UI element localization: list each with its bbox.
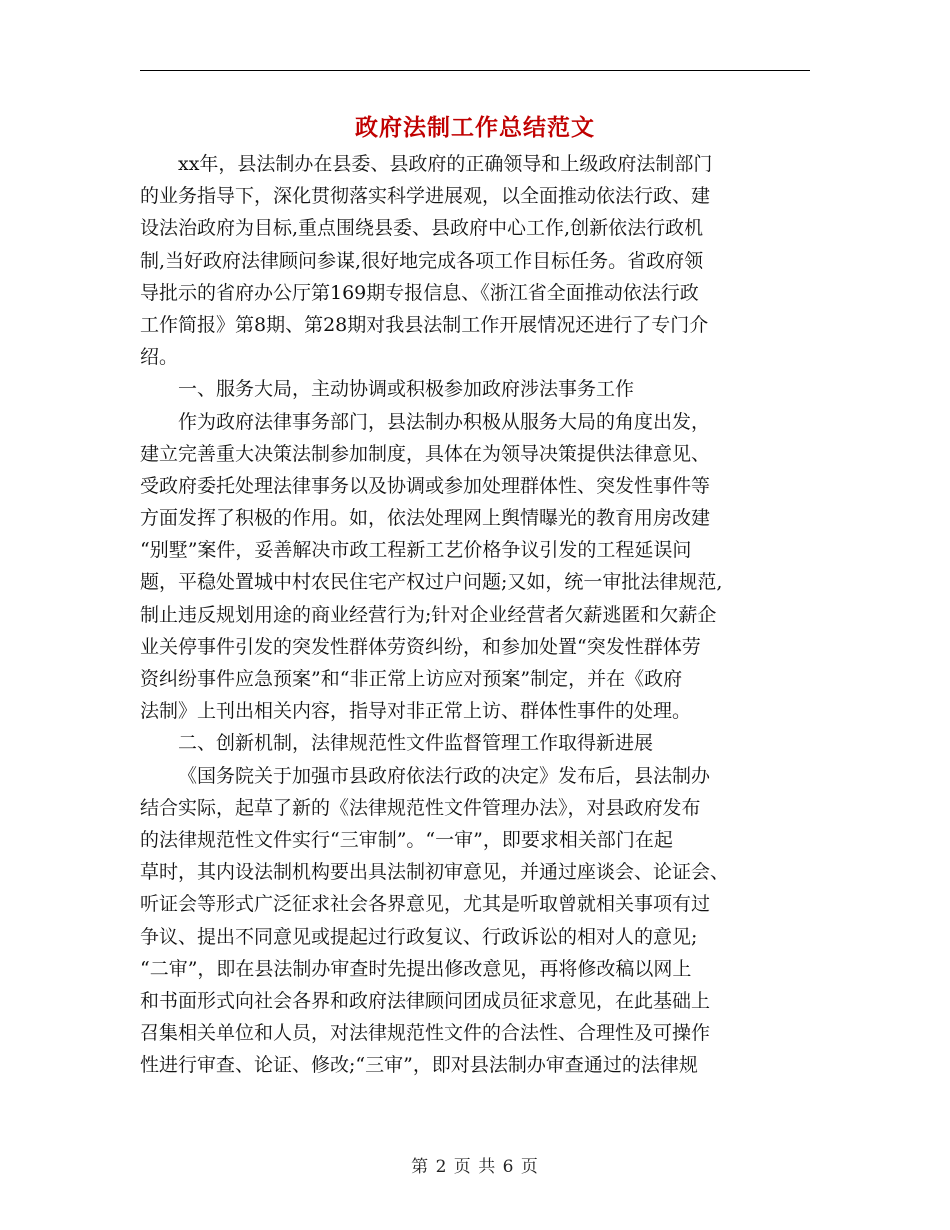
body-line: 的业务指导下，深化贯彻落实科学进展观，以全面推动依法行政、建	[140, 185, 711, 208]
body-line: 制止违反规划用途的商业经营行为;针对企业经营者欠薪逃匿和欠薪企	[140, 603, 717, 626]
body-line: 《国务院关于加强市县政府依法行政的决定》发布后，县法制办	[178, 764, 711, 787]
page-footer: 第 2 页 共 6 页	[411, 1157, 539, 1177]
body-line: 性进行审查、论证、修改;“三审”，即对县法制办审查通过的法律规	[140, 1054, 698, 1077]
document-title: 政府法制工作总结范文	[355, 114, 595, 141]
header-rule	[140, 70, 810, 71]
body-line: 作为政府法律事务部门，县法制办积极从服务大局的角度出发，	[178, 410, 711, 433]
body-line: “别墅”案件，妥善解决市政工程新工艺价格争议引发的工程延误问	[140, 539, 692, 562]
body-line: 制,当好政府法律顾问参谋,很好地完成各项工作目标任务。省政府领	[140, 249, 704, 272]
body-line: 题，平稳处置城中村农民住宅产权过户问题;又如，统一审批法律规范,	[140, 571, 723, 594]
body-line: 方面发挥了积极的作用。如，依法处理网上舆情曝光的教育用房改建	[140, 507, 711, 530]
body-line: 受政府委托处理法律事务以及协调或参加处理群体性、突发性事件等	[140, 474, 711, 497]
body-line: 建立完善重大决策法制参加制度，具体在为领导决策提供法律意见、	[140, 442, 711, 465]
body-line: xx年，县法制办在县委、县政府的正确领导和上级政府法制部门	[178, 153, 713, 175]
body-line: 草时，其内设法制机构要出具法制初审意见，并通过座谈会、论证会、	[140, 861, 730, 884]
body-line: 绍。	[140, 346, 179, 369]
document-body	[140, 148, 810, 1081]
body-line: 结合实际，起草了新的《法律规范性文件管理办法》，对县政府发布	[140, 796, 701, 819]
section-heading: 二、创新机制，法律规范性文件监督管理工作取得新进展	[178, 732, 654, 755]
body-line: 的法律规范性文件实行“三审制”。“一审”，即要求相关部门在起	[140, 828, 673, 851]
body-line: 设法治政府为目标,重点围绕县委、县政府中心工作,创新依法行政机	[140, 217, 704, 240]
section-heading: 一、服务大局，主动协调或积极参加政府涉法事务工作	[178, 378, 635, 401]
body-line: “二审”，即在县法制办审查时先提出修改意见，再将修改稿以网上	[140, 957, 692, 980]
body-line: 导批示的省府办公厅第169期专报信息、《浙江省全面推动依法行政	[140, 281, 699, 304]
body-line: 资纠纷事件应急预案”和“非正常上访应对预案”制定，并在《政府	[140, 668, 683, 690]
body-line: 召集相关单位和人员，对法律规范性文件的合法性、合理性及可操作	[140, 1022, 711, 1045]
body-line: 听证会等形式广泛征求社会各界意见，尤其是听取曾就相关事项有过	[140, 893, 711, 916]
body-line: 争议、提出不同意见或提起过行政复议、行政诉讼的相对人的意见;	[140, 925, 698, 948]
body-line: 法制》上刊出相关内容，指导对非正常上访、群体性事件的处理。	[140, 700, 692, 723]
body-line: 业关停事件引发的突发性群体劳资纠纷，和参加处置“突发性群体劳	[140, 635, 701, 658]
body-line: 和书面形式向社会各界和政府法律顾问团成员征求意见，在此基础上	[140, 989, 711, 1012]
body-line: 工作简报》第8期、第28期对我县法制工作开展情况还进行了专门介	[140, 313, 709, 336]
